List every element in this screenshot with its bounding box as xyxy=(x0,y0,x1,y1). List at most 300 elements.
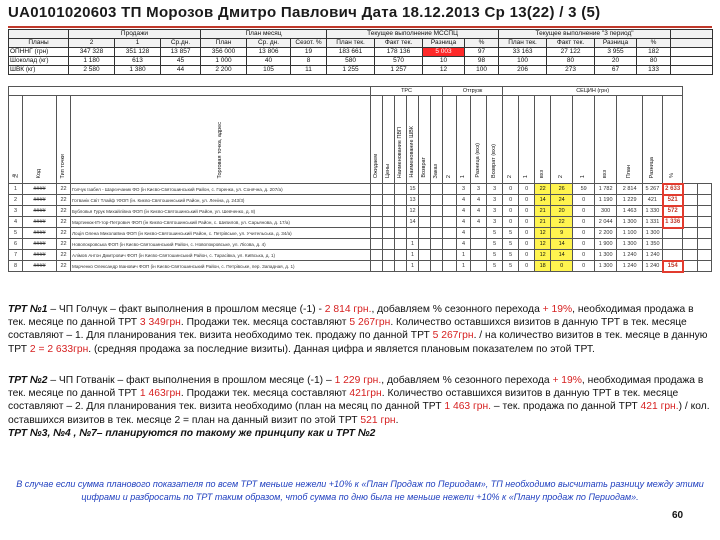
summary-cell: 13 857 xyxy=(161,48,201,57)
visit-cell: 5 xyxy=(503,239,519,250)
visit-cell: 0 xyxy=(519,217,535,228)
summary-column-header: 1 xyxy=(115,39,161,48)
visit-number: 2 xyxy=(9,195,23,206)
visit-plan-day: 1 336 xyxy=(663,217,683,228)
visit-cell xyxy=(371,239,383,250)
visit-cell: 3 xyxy=(487,195,503,206)
visit-cell xyxy=(683,206,697,217)
visits-column-label: 1 xyxy=(460,174,467,178)
visit-cell xyxy=(395,195,407,206)
visit-cell xyxy=(371,195,383,206)
visit-cell: 18 xyxy=(535,261,551,272)
visit-cell: 0 xyxy=(519,195,535,206)
visit-cell: 24 xyxy=(551,195,573,206)
visit-cell: 0 xyxy=(573,261,595,272)
summary-column-header: План xyxy=(201,39,247,48)
visit-cell xyxy=(383,228,395,239)
summary-cell: 580 xyxy=(327,57,375,66)
summary-cell: 20 xyxy=(595,57,637,66)
visit-address: Марченко Олександр Іванович ФОП (ін Києво-Святошинський Район, с. Петрівське, пер. Западная, д. 1) xyxy=(71,261,371,272)
visit-plan-day xyxy=(663,239,683,250)
visit-cell: 4 xyxy=(457,206,471,217)
summary-column-header xyxy=(671,39,713,48)
visit-cell xyxy=(683,261,697,272)
visit-cell xyxy=(395,261,407,272)
visit-cell xyxy=(443,228,457,239)
visit-row xyxy=(9,206,712,217)
visit-cell: 5 xyxy=(487,239,503,250)
visits-column-header xyxy=(643,96,663,184)
visit-code: #### xyxy=(23,261,57,272)
visit-cell: 0 xyxy=(503,217,519,228)
visit-cell: 1 300 xyxy=(643,228,663,239)
visit-cell xyxy=(383,195,395,206)
visit-cell xyxy=(383,261,395,272)
visits-column-header xyxy=(503,96,519,184)
visit-number: 6 xyxy=(9,239,23,250)
visit-code: #### xyxy=(23,228,57,239)
visit-cell xyxy=(683,184,697,195)
visit-type: 22 xyxy=(57,250,71,261)
visits-column-header xyxy=(383,96,395,184)
visit-cell: 421 xyxy=(643,195,663,206)
visits-column-label: Цены xyxy=(385,163,391,178)
summary-cell xyxy=(671,48,713,57)
visit-cell xyxy=(395,217,407,228)
visit-cell xyxy=(431,184,443,195)
visit-number: 7 xyxy=(9,250,23,261)
visit-cell: 1 330 xyxy=(643,206,663,217)
visit-row xyxy=(9,261,712,272)
visit-cell xyxy=(419,261,431,272)
visit-cell: 1 100 xyxy=(617,228,643,239)
page-title: UA0101020603 ТП Морозов Дмитро Павлович Дата 18.12.2013 Ср 13(22) / 3 (5) xyxy=(8,4,601,21)
summary-column-header: Планы xyxy=(9,39,69,48)
visit-cell: 1 350 xyxy=(643,239,663,250)
visit-cell xyxy=(683,228,697,239)
visit-address: Готванік Світ Тлайф тФОП (ін. Києво-Святошинський Район, ул. Леніна, д. 243/3) xyxy=(71,195,371,206)
summary-cell: 80 xyxy=(547,57,595,66)
visit-cell xyxy=(419,217,431,228)
visits-column-header xyxy=(57,96,71,184)
visit-cell xyxy=(371,206,383,217)
summary-cell: 183 661 xyxy=(327,48,375,57)
visit-cell: 0 xyxy=(519,206,535,217)
visit-cell: 0 xyxy=(573,206,595,217)
visits-column-label: % xyxy=(669,172,676,178)
visit-cell: 12 xyxy=(535,250,551,261)
visit-cell xyxy=(431,228,443,239)
visit-row xyxy=(9,184,712,195)
explanation-trt1: ТРТ №1 – ЧП Голчук – факт выполнения в прошлом месяце (-1) - 2 814 грн., добавляем % сезонного перехода + 19%, необходимая продажа в тек. месяце по данной ТРТ 3 349грн. Продажи тек. месяца составляют 5 267грн. Количество оставшихся визитов в данную ТРТ в тек. месяце составляют – 1. Для планирования тек. визита необходимо тек. продажу по данной ТРТ 5 267грн. / на количество визитов в тек. месяце в данную ТРТ 2 = 2 633грн. (средняя продажа за последние визиты). Данная цифра и является плановым показателем по этой ТРТ. xyxy=(8,304,708,355)
visits-column-label: Наименование ПВП xyxy=(397,126,403,178)
visit-cell: 14 xyxy=(407,217,419,228)
visit-cell: 14 xyxy=(551,239,573,250)
visit-cell: 22 xyxy=(551,217,573,228)
visit-cell: 4 xyxy=(457,228,471,239)
summary-cell: 1 180 xyxy=(69,57,115,66)
summary-cell: 351 128 xyxy=(115,48,161,57)
visit-cell: 5 xyxy=(487,228,503,239)
visit-cell xyxy=(383,217,395,228)
visit-cell xyxy=(419,228,431,239)
summary-column-header: План тек. xyxy=(499,39,547,48)
explanation-trt3: ТРТ №3, №4 , №7– планируются по такому же принципу как и ТРТ №2 xyxy=(8,427,376,439)
visits-column-header xyxy=(371,96,383,184)
visits-column-header xyxy=(617,96,643,184)
summary-column-header: Разница xyxy=(595,39,637,48)
visit-cell: 13 xyxy=(407,195,419,206)
visit-cell: 22 xyxy=(535,184,551,195)
visit-cell: 1 300 xyxy=(617,217,643,228)
visit-cell: 0 xyxy=(573,250,595,261)
visit-cell xyxy=(371,250,383,261)
visit-cell xyxy=(419,250,431,261)
summary-cell: 273 xyxy=(547,66,595,75)
visit-plan-day: 521 xyxy=(663,195,683,206)
visits-column-label: вхз xyxy=(539,169,546,178)
summary-row xyxy=(9,48,713,57)
summary-cell: 98 xyxy=(465,57,499,66)
visit-type: 22 xyxy=(57,184,71,195)
visits-column-label: Торговая точка, адрес xyxy=(217,121,223,178)
visit-plan-day xyxy=(663,250,683,261)
visit-type: 22 xyxy=(57,217,71,228)
visit-cell: 1 xyxy=(407,250,419,261)
visit-code: #### xyxy=(23,217,57,228)
summary-column-header: Ср. дн. xyxy=(247,39,291,48)
visit-address: Мартинюк-ІП-тор-Петрович ФОП (ін Києво-Святошинський Район, с. Шипилов, ул. Сарьянова, д. 17/а) xyxy=(71,217,371,228)
summary-cell: 44 xyxy=(161,66,201,75)
visit-cell: 4 xyxy=(457,239,471,250)
visit-cell: 5 xyxy=(503,250,519,261)
visit-cell: 5 xyxy=(487,261,503,272)
visit-cell xyxy=(371,228,383,239)
visit-cell: 20 xyxy=(551,206,573,217)
visits-column-label: 1 xyxy=(523,174,530,178)
visit-cell: 0 xyxy=(573,228,595,239)
visit-cell: 1 331 xyxy=(643,217,663,228)
visit-number: 8 xyxy=(9,261,23,272)
visit-cell xyxy=(443,217,457,228)
visit-cell xyxy=(395,184,407,195)
visit-cell xyxy=(383,184,395,195)
visit-code: #### xyxy=(23,195,57,206)
summary-cell: 100 xyxy=(499,57,547,66)
visit-cell: 5 xyxy=(503,261,519,272)
visits-column-label: 2 xyxy=(558,174,565,178)
summary-group-header: Текущее выполнение МССПЦ xyxy=(327,30,499,39)
visit-cell: 1 xyxy=(407,239,419,250)
visit-cell xyxy=(683,239,697,250)
visit-cell: 1 240 xyxy=(643,250,663,261)
summary-cell: 2 200 xyxy=(201,66,247,75)
visit-cell xyxy=(443,261,457,272)
summary-cell: 8 xyxy=(291,57,327,66)
visit-cell xyxy=(471,261,487,272)
visit-cell xyxy=(419,184,431,195)
visits-column-label: Возврат (вхз) xyxy=(491,144,498,178)
visit-cell xyxy=(471,239,487,250)
visits-column-header xyxy=(519,96,535,184)
visit-row xyxy=(9,217,712,228)
visit-cell: 0 xyxy=(551,261,573,272)
summary-cell: 356 000 xyxy=(201,48,247,57)
visit-row xyxy=(9,228,712,239)
visit-cell: 0 xyxy=(519,184,535,195)
visits-group-header: ТРС xyxy=(371,87,443,96)
summary-group-row xyxy=(9,30,713,39)
visit-cell xyxy=(697,239,711,250)
visit-cell xyxy=(443,184,457,195)
summary-cell: 12 xyxy=(423,66,465,75)
visits-column-header xyxy=(535,96,551,184)
visit-cell: 0 xyxy=(519,228,535,239)
summary-cell: 27 122 xyxy=(547,48,595,57)
visits-column-label: Тип точки xyxy=(60,153,66,178)
page-number: 60 xyxy=(672,510,684,521)
visit-cell xyxy=(697,228,711,239)
visit-cell xyxy=(383,206,395,217)
visit-cell xyxy=(395,239,407,250)
visits-column-label: Заказ xyxy=(433,163,440,178)
visit-row xyxy=(9,195,712,206)
summary-cell: 80 xyxy=(637,57,671,66)
visit-code: #### xyxy=(23,206,57,217)
visit-cell: 4 xyxy=(471,195,487,206)
visits-column-header xyxy=(595,96,617,184)
visit-cell: 59 xyxy=(573,184,595,195)
visit-cell xyxy=(697,206,711,217)
visit-cell xyxy=(395,250,407,261)
visit-cell: 0 xyxy=(519,239,535,250)
visit-cell: 12 xyxy=(407,206,419,217)
visit-cell xyxy=(431,217,443,228)
visits-group-row xyxy=(9,87,712,96)
visit-cell: 4 xyxy=(471,206,487,217)
visit-cell xyxy=(431,239,443,250)
visit-cell: 9 xyxy=(551,228,573,239)
visits-column-header xyxy=(407,96,419,184)
visit-cell: 21 xyxy=(535,217,551,228)
visit-cell: 2 814 xyxy=(617,184,643,195)
visit-cell: 300 xyxy=(595,206,617,217)
visit-cell xyxy=(371,261,383,272)
visit-cell xyxy=(697,195,711,206)
visit-cell xyxy=(683,250,697,261)
summary-cell: 13 806 xyxy=(247,48,291,57)
visit-cell: 1 782 xyxy=(595,184,617,195)
visits-column-label: Код xyxy=(36,168,42,178)
visit-cell: 1 229 xyxy=(617,195,643,206)
visits-column-header xyxy=(663,96,683,184)
summary-cell: 570 xyxy=(375,57,423,66)
visit-type: 22 xyxy=(57,228,71,239)
summary-column-row xyxy=(9,39,713,48)
summary-group-header: План месяц xyxy=(201,30,327,39)
visit-cell: 5 xyxy=(487,250,503,261)
visits-column-label: Наименование ШВК xyxy=(409,126,415,178)
visits-column-label: Разница (вхз) xyxy=(475,143,482,178)
visit-cell: 1 190 xyxy=(595,195,617,206)
summary-cell: 5 003 xyxy=(423,48,465,57)
visits-column-header xyxy=(487,96,503,184)
visit-cell: 3 xyxy=(471,184,487,195)
visit-cell xyxy=(697,261,711,272)
visit-cell: 3 xyxy=(457,184,471,195)
visits-group-header: СЕЦИН (грн) xyxy=(503,87,683,96)
visit-cell xyxy=(443,206,457,217)
summary-row-label: ОПННГ (грн) xyxy=(9,48,69,57)
visit-cell: 1 900 xyxy=(595,239,617,250)
summary-column-header: 2 xyxy=(69,39,115,48)
visit-cell: 5 xyxy=(503,228,519,239)
visit-cell: 4 xyxy=(457,195,471,206)
summary-column-header: Факт тек. xyxy=(547,39,595,48)
summary-cell: 182 xyxy=(637,48,671,57)
summary-cell: 133 xyxy=(637,66,671,75)
visit-cell xyxy=(407,228,419,239)
visit-cell xyxy=(431,261,443,272)
summary-cell: 2 580 xyxy=(69,66,115,75)
visit-cell: 1 463 xyxy=(617,206,643,217)
visit-cell xyxy=(431,195,443,206)
visit-plan-day: 572 xyxy=(663,206,683,217)
visit-cell xyxy=(697,250,711,261)
visits-column-header xyxy=(471,96,487,184)
visits-column-label: 2 xyxy=(507,174,514,178)
visit-cell xyxy=(371,217,383,228)
visit-cell: 2 044 xyxy=(595,217,617,228)
visits-column-label: Разница xyxy=(649,156,656,178)
visit-cell: 4 xyxy=(471,217,487,228)
visit-cell: 3 xyxy=(487,206,503,217)
visit-plan-day: 2 633 xyxy=(663,184,683,195)
visit-cell: 1 300 xyxy=(617,239,643,250)
visit-code: #### xyxy=(23,250,57,261)
visit-row xyxy=(9,239,712,250)
visit-cell: 1 xyxy=(457,261,471,272)
summary-cell: 45 xyxy=(161,57,201,66)
visit-cell: 0 xyxy=(573,217,595,228)
visit-cell xyxy=(395,206,407,217)
summary-cell: 178 136 xyxy=(375,48,423,57)
visit-cell: 0 xyxy=(503,195,519,206)
visit-cell: 0 xyxy=(503,206,519,217)
summary-column-header: Сезот. % xyxy=(291,39,327,48)
summary-column-header: Факт тек. xyxy=(375,39,423,48)
visits-column-label: 1 xyxy=(580,174,587,178)
summary-cell: 1 000 xyxy=(201,57,247,66)
visits-column-header xyxy=(551,96,573,184)
visit-type: 22 xyxy=(57,195,71,206)
visits-column-header xyxy=(457,96,471,184)
summary-column-header: % xyxy=(465,39,499,48)
visit-cell xyxy=(431,206,443,217)
visit-cell: 0 xyxy=(519,261,535,272)
visit-address: Лоція Олена Миколаївна ФОП (ін Києво-Святошинський Район, с. Петрівське, ул. Учительська, д. 34/а) xyxy=(71,228,371,239)
visits-column-header xyxy=(9,96,23,184)
summary-cell xyxy=(671,66,713,75)
explanation-trt2: ТРТ №2 – ЧП Готванік – факт выполнения в прошлом месяце (-1) – 1 229 грн., добавляем % сезонного перехода + 19%, необходимая продажа в тек. месяце по данной ТРТ 1 463грн. Продажи тек. месяца составляют 421грн. Количество оставшихся визитов в данную ТРТ в тек. месяце составляют – 2. Для планирования тек. визита необходимо (план на месяц по данной ТРТ 1 463 грн. – тек. продажа по данной ТРТ 421 грн.) / кол. оставшихся визитов в тек. месяце 2 = план на данный визит по этой ТРТ 521 грн. ТРТ №3, №4 , №7– планируются по такому же принципу как и ТРТ №2 xyxy=(8,375,710,439)
summary-cell: 97 xyxy=(465,48,499,57)
visit-cell xyxy=(383,250,395,261)
summary-cell: 613 xyxy=(115,57,161,66)
visit-address: Алімов Антон Дмитрович ФОП (ін Києво-Святошинський Район, с. Тарасівка, ул. Київська, д. 1) xyxy=(71,250,371,261)
summary-cell xyxy=(671,57,713,66)
visit-cell: 1 300 xyxy=(595,261,617,272)
planning-note: В случае если сумма планового показателя по всем ТРТ меньше нежели +10% к «План Продаж по Периодам», ТП необходимо высчитать разницу между этими цифрами и разбросать по ТРТ таким образом, чтоб сумма по дню была не меньше нежели +10% к «Плану продаж по Периодам». xyxy=(16,479,704,502)
visit-cell: 0 xyxy=(519,250,535,261)
visit-cell: 1 xyxy=(457,250,471,261)
visit-cell xyxy=(419,239,431,250)
visits-column-label: Ожидаем xyxy=(373,153,379,178)
visits-column-row xyxy=(9,96,712,184)
summary-group-header: Текущее выполнение "3 период" xyxy=(499,30,671,39)
summary-cell: 33 163 xyxy=(499,48,547,57)
visit-number: 4 xyxy=(9,217,23,228)
summary-cell: 10 xyxy=(423,57,465,66)
summary-cell: 206 xyxy=(499,66,547,75)
visits-column-header xyxy=(23,96,57,184)
visit-cell xyxy=(443,195,457,206)
visits-group-header: Отгрузк xyxy=(443,87,503,96)
summary-cell: 100 xyxy=(465,66,499,75)
visits-column-label: вхз xyxy=(602,169,609,178)
visit-code: #### xyxy=(23,239,57,250)
visit-cell xyxy=(419,206,431,217)
visit-cell xyxy=(383,239,395,250)
visit-cell: 14 xyxy=(551,250,573,261)
visit-cell: 1 300 xyxy=(595,250,617,261)
visit-row xyxy=(9,250,712,261)
visit-cell: 12 xyxy=(535,228,551,239)
visits-column-label: 2 xyxy=(446,174,453,178)
visit-cell: 3 xyxy=(487,217,503,228)
summary-row-label: ШВК (кг) xyxy=(9,66,69,75)
visit-cell: 12 xyxy=(535,239,551,250)
visit-cell: 1 xyxy=(407,261,419,272)
visit-cell xyxy=(697,184,711,195)
summary-row-label: Шоколад (кг) xyxy=(9,57,69,66)
visit-cell xyxy=(683,217,697,228)
summary-group-header: Продажи xyxy=(69,30,201,39)
summary-cell: 40 xyxy=(247,57,291,66)
visits-column-label: Возврат xyxy=(421,157,427,178)
visit-number: 1 xyxy=(9,184,23,195)
summary-cell: 1 380 xyxy=(115,66,161,75)
summary-cell: 19 xyxy=(291,48,327,57)
visits-column-header xyxy=(419,96,431,184)
summary-cell: 347 328 xyxy=(69,48,115,57)
visits-column-header xyxy=(431,96,443,184)
visit-number: 5 xyxy=(9,228,23,239)
visit-cell xyxy=(443,250,457,261)
visit-type: 22 xyxy=(57,239,71,250)
visit-cell: 1 240 xyxy=(643,261,663,272)
visit-number: 3 xyxy=(9,206,23,217)
visit-cell xyxy=(683,195,697,206)
visit-cell: 0 xyxy=(573,195,595,206)
visit-cell: 0 xyxy=(503,184,519,195)
visit-address: Бубловья Гурук Михайлівна ФОП (ін Києво-Святошинський Район, ул. Шевченко, д. 8) xyxy=(71,206,371,217)
visit-plan-day: 154 xyxy=(663,261,683,272)
visit-cell: 14 xyxy=(535,195,551,206)
visit-cell xyxy=(419,195,431,206)
visit-cell: 0 xyxy=(573,239,595,250)
visit-code: #### xyxy=(23,184,57,195)
summary-cell: 105 xyxy=(247,66,291,75)
